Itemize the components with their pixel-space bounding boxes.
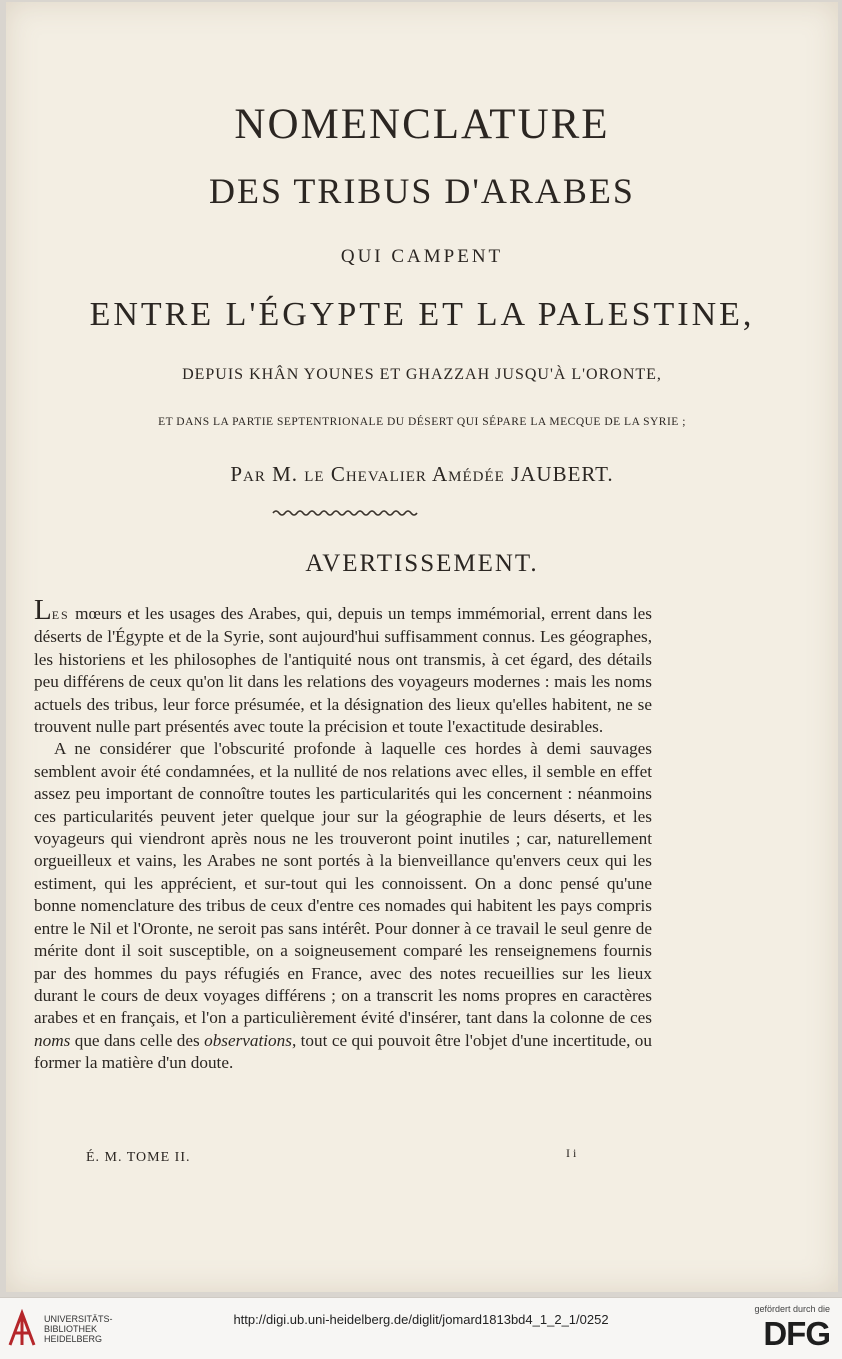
title-line-3: QUI CAMPENT	[340, 246, 504, 267]
title-line-2: DES TRIBUS D'ARABES	[209, 171, 635, 211]
paragraph-1	[34, 594, 652, 738]
paragraph-2-text-c: , tout ce qui pouvoit être l'objet d'une incertitude, ou former la matière d'un doute.	[34, 1030, 652, 1073]
book-page	[6, 2, 838, 1292]
drop-cap: L	[34, 594, 52, 626]
small-caps-word: ES	[51, 608, 70, 622]
title-line-1: NOMENCLATURE	[234, 101, 610, 148]
title-line-5: DEPUIS KHÂN YOUNES ET GHAZZAH JUSQU'À L'ORONTE,	[182, 366, 662, 383]
footer-volume: É. M. TOME II.	[86, 1150, 191, 1165]
page-url-link[interactable]: http://digi.ub.uni-heidelberg.de/diglit/jomard1813bd4_1_2_1/0252	[233, 1312, 609, 1327]
author-line: Par M. le Chevalier Amédée JAUBERT.	[230, 462, 614, 486]
dfg-logo-icon[interactable]: DFG	[763, 1315, 830, 1352]
viewer-footer-bar	[0, 1297, 842, 1359]
title-line-4: ENTRE L'ÉGYPTE ET LA PALESTINE,	[89, 296, 755, 333]
funding-note: gefördert durch die	[754, 1304, 830, 1314]
ornament-rule-icon	[271, 508, 421, 518]
paragraph-2-text-a: A ne considérer que l'obscurité profonde à laquelle ces hordes à demi sauvages semblent avoir été condamnées, et la nullité de nos relations avec elles, il semble en effet assez peu important de connoître toutes les particularités qui les concernent : néanmoins ces particularités peuvent jeter quelque jour sur la géographie de leurs déserts, et les voyageurs qui viendront après nous ne les trouveront point inutiles ; car, naturellement orgueilleux et vains, les Arabes ne sont portés à la bienveillance qu'envers ceux qui les estiment, qui les apprécient, et sur-tout qui les connoissent. On a donc pensé qu'une bonne nomenclature des tribus de ceux d'entre ces nomades qui habitent les pays compris entre le Nil et l'Oronte, ne seroit pas sans intérêt. Pour donner à ce travail le seul genre de mérite dont il soit susceptible, on a soigneusement comparé les renseignemens fournis par des hommes du pays réfugiés en France, avec des notes recueillies sur les lieux durant le cours de deux voyages différens ; on a transcrit les noms propres en caractères arabes et en français, et l'on a particulièrement évité d'insérer, tant dans la colonne de ces	[34, 739, 652, 1028]
title-line-6: ET DANS LA PARTIE SEPTENTRIONALE DU DÉSERT QUI SÉPARE LA MECQUE DE LA SYRIE ;	[158, 416, 686, 428]
paragraph-1-text: mœurs et les usages des Arabes, qui, depuis un temps immémorial, errent dans les déserts de l'Égypte et de la Syrie, sont aujourd'hui suffisamment connus. Les géographes, les historiens et les philosophes de l'antiquité nous ont transmis, à cet égard, des détails peu différens de ceux qu'on lit dans les relations des voyageurs modernes : mais les noms actuels des tribus, leur force présumée, et la désignation des lieux qu'elles habitent, ne se trouvent nulle part présentés avec toute la précision et toute l'exactitude desirables.	[34, 604, 652, 737]
italic-observations: observations	[204, 1030, 292, 1050]
footer-signature: I i	[566, 1146, 577, 1160]
library-name: UNIVERSITÄTS- BIBLIOTHEK HEIDELBERG	[44, 1314, 113, 1344]
body-text	[34, 594, 652, 1075]
italic-noms: noms	[34, 1030, 71, 1050]
section-heading: AVERTISSEMENT.	[305, 550, 539, 577]
paragraph-2	[34, 738, 652, 1074]
paragraph-2-text-b: que dans celle des	[70, 1030, 205, 1050]
